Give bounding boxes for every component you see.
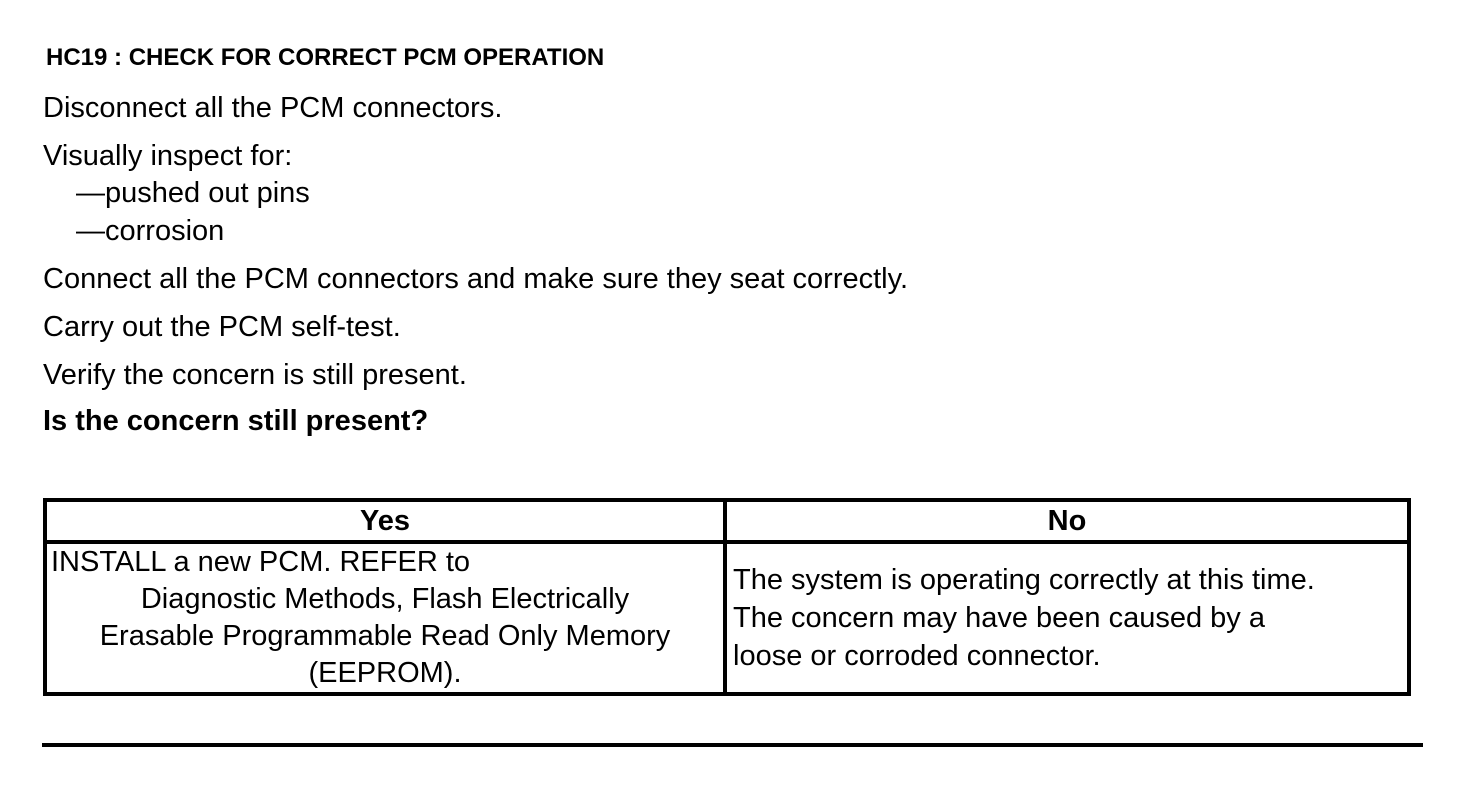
yes-action-line: (EEPROM). bbox=[308, 657, 462, 689]
step-connect: Connect all the PCM connectors and make sure they seat correctly. bbox=[43, 263, 909, 295]
header-no: No bbox=[725, 500, 1409, 542]
yes-action-line: Diagnostic Methods, Flash Electrically bbox=[140, 583, 630, 615]
cell-yes-action bbox=[45, 542, 725, 694]
no-action-line: The concern may have been caused by a bbox=[733, 602, 1265, 634]
no-action-line: loose or corroded connector. bbox=[733, 640, 1101, 672]
yes-action-line: Erasable Programmable Read Only Memory bbox=[99, 620, 671, 652]
no-action-line: The system is operating correctly at this time. bbox=[733, 564, 1315, 596]
inspect-item-pushed-out-pins: —pushed out pins bbox=[76, 177, 310, 209]
step-verify: Verify the concern is still present. bbox=[43, 359, 467, 391]
table-row bbox=[45, 542, 1409, 694]
procedure-heading: HC19 : CHECK FOR CORRECT PCM OPERATION bbox=[46, 44, 605, 71]
header-yes: Yes bbox=[45, 500, 725, 542]
bottom-divider bbox=[42, 743, 1423, 747]
step-inspect: Visually inspect for: bbox=[43, 140, 293, 172]
step-disconnect: Disconnect all the PCM connectors. bbox=[43, 92, 503, 124]
result-table bbox=[43, 498, 1411, 696]
yes-action-line: INSTALL a new PCM. REFER to bbox=[51, 546, 471, 578]
inspect-item-corrosion: —corrosion bbox=[76, 215, 225, 247]
step-self-test: Carry out the PCM self-test. bbox=[43, 311, 401, 343]
cell-no-action bbox=[725, 542, 1409, 694]
step-question: Is the concern still present? bbox=[43, 405, 429, 437]
table-header-row bbox=[45, 500, 1409, 542]
